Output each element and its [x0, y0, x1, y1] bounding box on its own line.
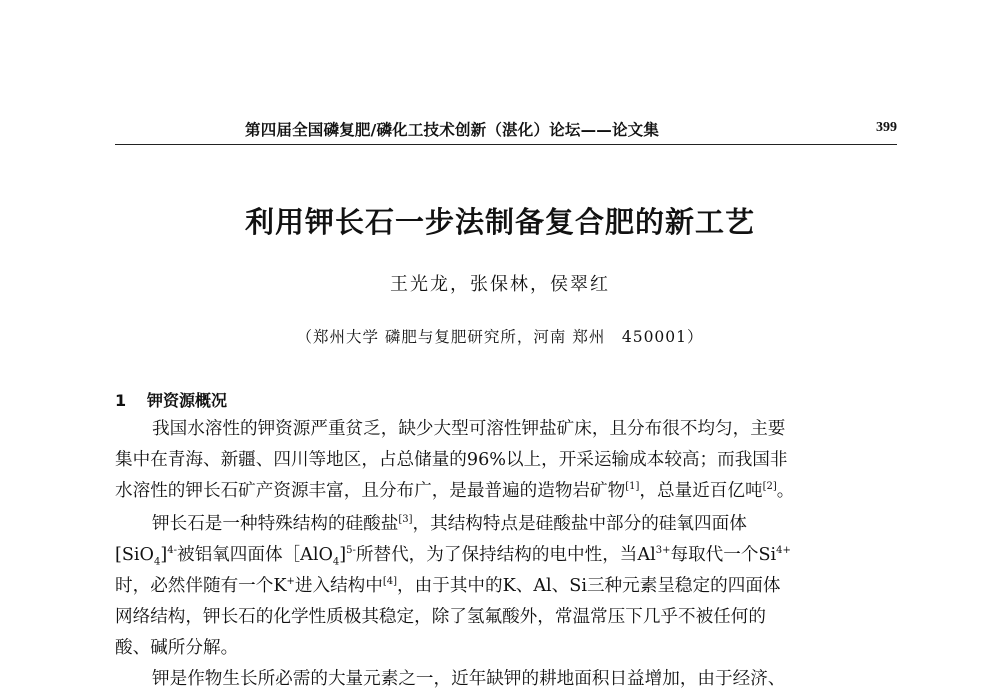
body-line: 集中在青海、新疆、四川等地区，占总储量的96%以上，开采运输成本较高；而我国非: [115, 450, 788, 470]
body-line: 时，必然伴随有一个K+进入结构中[4]，由于其中的K、Al、Si三种元素呈稳定的四面体: [115, 576, 781, 596]
section-heading: [115, 388, 227, 411]
running-header: [115, 118, 897, 145]
body-line: 我国水溶性的钾资源严重贫乏，缺少大型可溶性钾盐矿床，且分布很不均匀，主要: [152, 419, 786, 439]
body-line: 钾长石是一种特殊结构的硅酸盐[3]，其结构特点是硅酸盐中部分的硅氧四面体: [152, 514, 747, 534]
page-number: 399: [876, 120, 897, 135]
citation: [4]: [382, 576, 398, 587]
section-number: 1: [115, 391, 127, 410]
body-line: 钾是作物生长所必需的大量元素之一，近年缺钾的耕地面积日益增加，由于经济、: [152, 669, 786, 689]
body-line: 水溶性的钾长石矿产资源丰富，且分布广，是最普遍的造物岩矿物[1]，总量近百亿吨[2]。: [115, 481, 795, 501]
article-title: 利用钾长石一步法制备复合肥的新工艺: [244, 205, 755, 239]
citation: [3]: [398, 514, 413, 525]
citation: [2]: [762, 481, 777, 492]
article-affiliation: （郑州大学 磷肥与复肥研究所，河南 郑州 450001）: [296, 328, 704, 346]
body-line: 酸、碱所分解。: [115, 638, 239, 658]
body-line: 网络结构，钾长石的化学性质极其稳定，除了氢氟酸外，常温常压下几乎不被任何的: [115, 607, 766, 627]
article-authors: 王光龙，张保林，侯翠红: [390, 274, 610, 295]
section-title: 钾资源概况: [147, 391, 228, 410]
citation: [1]: [625, 481, 640, 492]
body-line: $[SiO_4]^{4-}$被铝氧四面体［AlO$_4$]$^{5-}$所替代，为了保持结构的电中性，当$Al^{3+}$每取代一个$Si^{4+}$: [115, 545, 791, 568]
running-title: 第四届全国磷复肥/磷化工技术创新（湛化）论坛——论文集: [245, 121, 660, 139]
